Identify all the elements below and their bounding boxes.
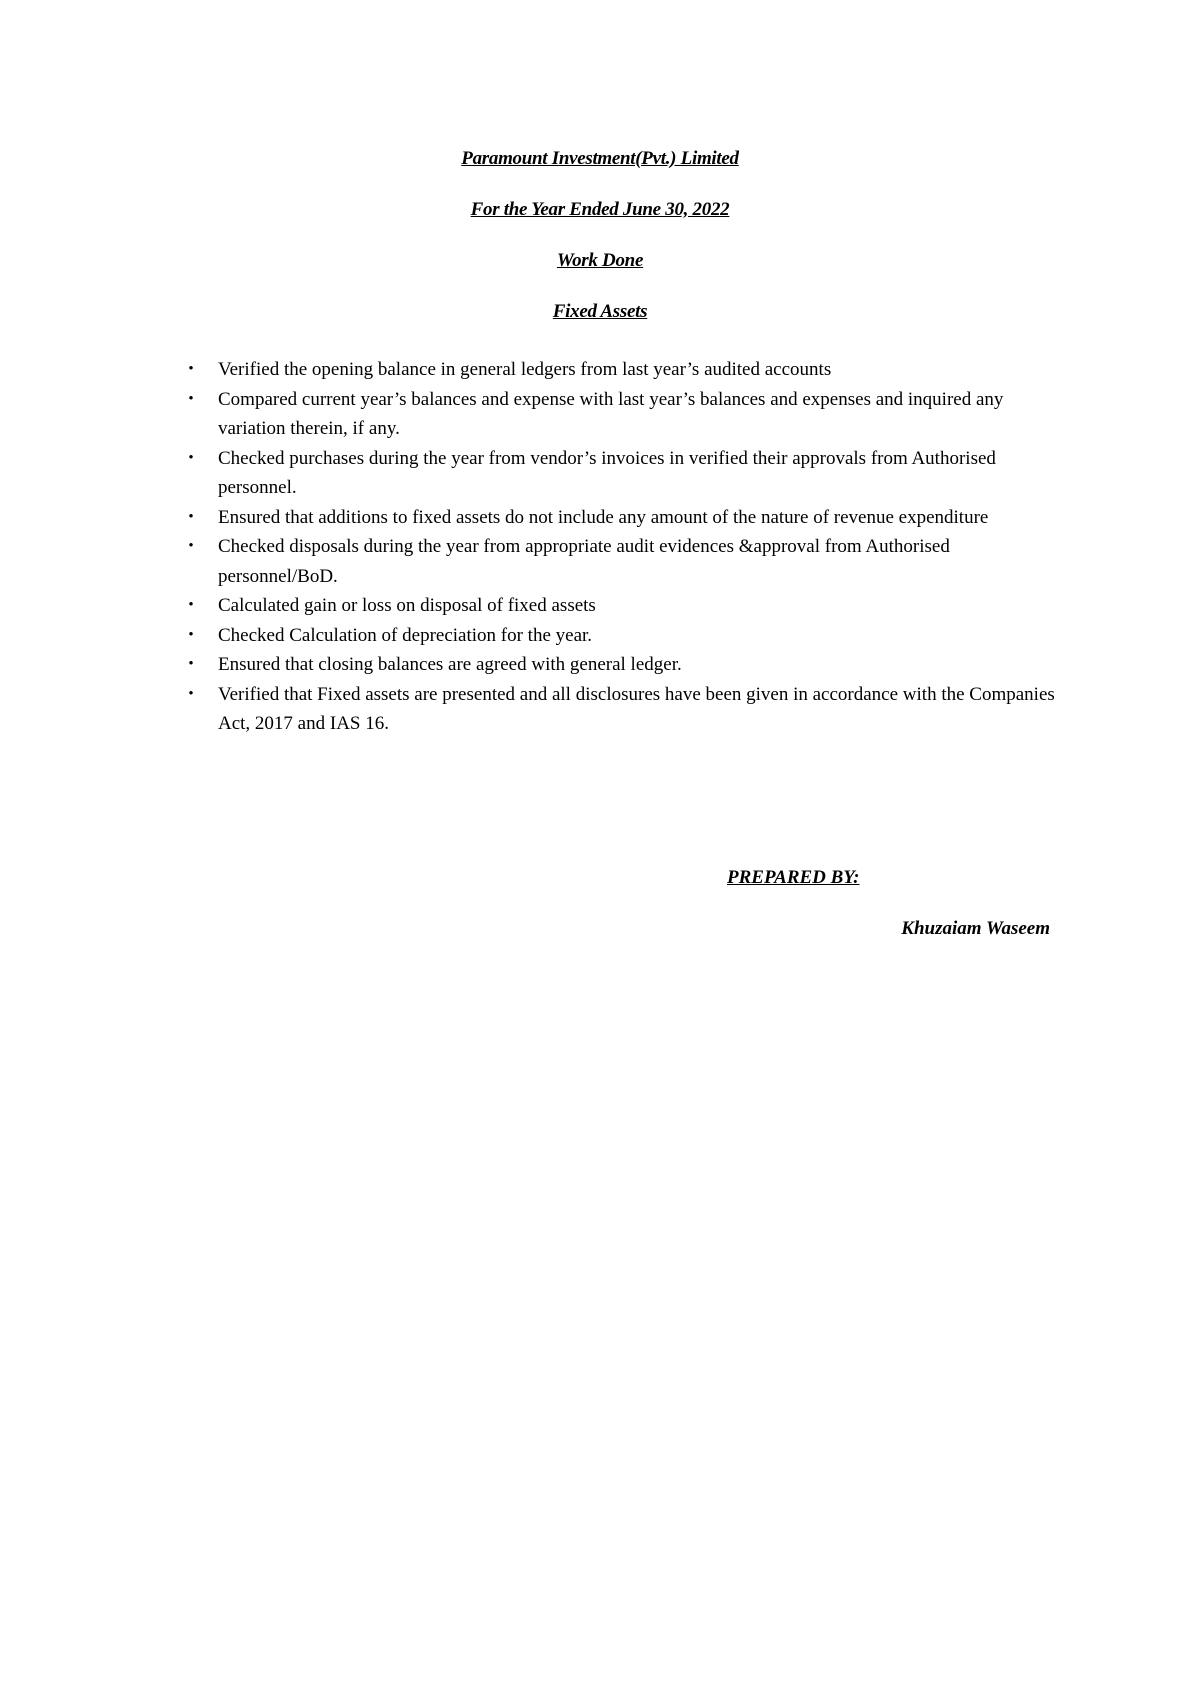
- list-item: [188, 621, 1068, 651]
- list-item: [188, 355, 1068, 385]
- list-item-text: Checked purchases during the year from vendor’s invoices in verified their approvals from Authorised personnel.: [218, 447, 996, 498]
- bullet-icon: •: [188, 449, 194, 466]
- list-item-text: Verified the opening balance in general ledgers from last year’s audited accounts: [218, 359, 832, 380]
- bullet-icon: •: [188, 685, 194, 702]
- list-item-text: Ensured that closing balances are agreed with general ledger.: [218, 654, 682, 675]
- list-item-text: Calculated gain or loss on disposal of fixed assets: [218, 595, 596, 616]
- list-item-text: Verified that Fixed assets are presented and all disclosures have been given in accordance with the Companies Act, 2017 and IAS 16.: [218, 683, 1055, 734]
- prepared-by-label: PREPARED BY:: [727, 867, 860, 888]
- subject-title: Fixed Assets: [552, 301, 648, 322]
- list-item-text: Checked Calculation of depreciation for the year.: [218, 624, 593, 646]
- bullet-icon: •: [188, 538, 194, 554]
- bullet-icon: •: [188, 597, 194, 613]
- list-item: [188, 680, 1068, 739]
- period-title: For the Year Ended June 30, 2022: [470, 199, 730, 220]
- list-item-text: Ensured that additions to fixed assets do not include any amount of the nature of revenue expenditure: [218, 506, 989, 528]
- section-title: Work Done: [556, 250, 644, 271]
- list-item: [188, 532, 1068, 591]
- bullet-icon: •: [188, 390, 194, 407]
- bullet-icon: •: [188, 508, 194, 525]
- bullet-icon: •: [188, 656, 194, 672]
- list-item: [188, 503, 1068, 533]
- list-item-text: Compared current year’s balances and expense with last year’s balances and expenses and inquired any variation therein, if any.: [218, 388, 1004, 439]
- list-item: [188, 444, 1068, 503]
- list-item-text: Checked disposals during the year from appropriate audit evidences &approval from Authorised personnel/BoD.: [218, 536, 950, 587]
- bullet-icon: •: [188, 626, 194, 643]
- preparer-name: Khuzaiam Waseem: [901, 918, 1050, 939]
- list-item: [188, 385, 1068, 444]
- work-done-list: [188, 355, 1068, 739]
- list-item: [188, 591, 1068, 621]
- company-title: Paramount Investment(Pvt.) Limited: [461, 148, 739, 169]
- list-item: [188, 650, 1068, 680]
- bullet-icon: •: [188, 361, 194, 377]
